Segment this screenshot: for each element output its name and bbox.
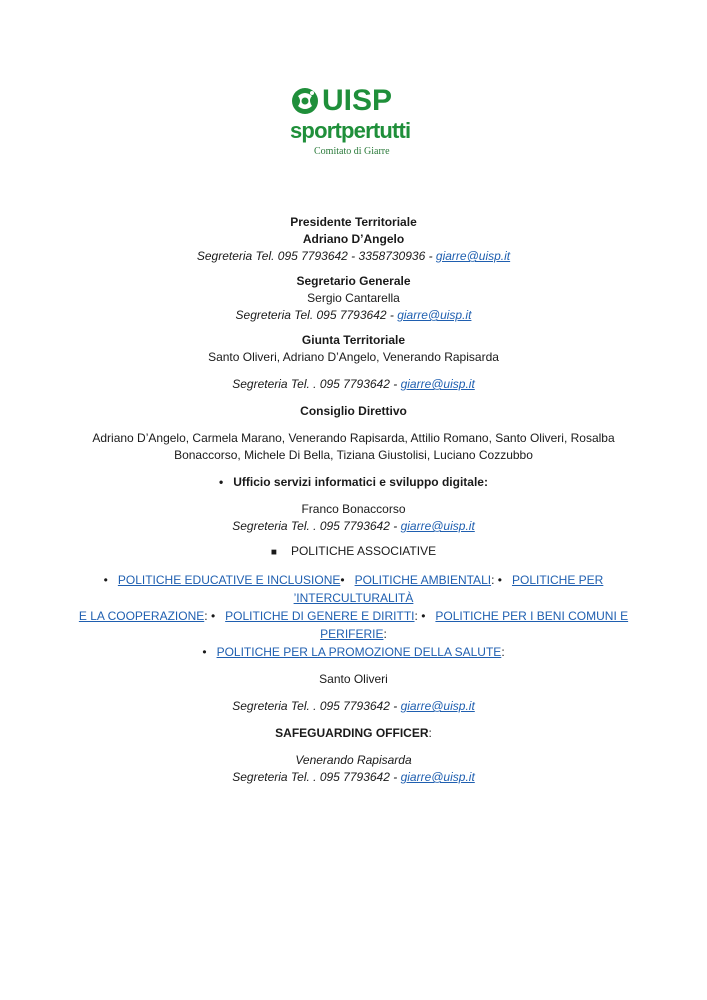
policy-sep: : — [204, 609, 208, 623]
ufficio-name: Franco Bonaccorso — [301, 502, 406, 516]
politiche-list — [60, 571, 647, 661]
safeguarding-role-suffix: : — [428, 726, 432, 740]
segretario-contact — [60, 307, 647, 324]
uisp-logo — [290, 84, 420, 164]
policy-link-educative[interactable]: POLITICHE EDUCATIVE E INCLUSIONE — [117, 573, 341, 587]
contacts-content — [60, 214, 647, 786]
segretario-email-link[interactable]: giarre@uisp.it — [397, 308, 472, 322]
ufficio-role: Ufficio servizi informatici e sviluppo digitale: — [233, 475, 488, 489]
policy-link-genere[interactable]: POLITICHE DI GENERE E DIRITTI — [225, 609, 415, 623]
ufficio-contact-text: Segreteria Tel. . 095 7793642 - — [232, 519, 401, 533]
ufficio-heading — [60, 474, 647, 491]
ufficio-contact — [60, 518, 647, 535]
politiche-title: POLITICHE ASSOCIATIVE — [290, 544, 437, 558]
logo-top-row — [290, 84, 420, 118]
policy-sep: : — [491, 573, 495, 587]
politiche-contact — [60, 698, 647, 715]
segretario-name: Sergio Cantarella — [307, 291, 400, 305]
safeguarding-email-link[interactable]: giarre@uisp.it — [400, 770, 475, 784]
policy-bullet: • — [421, 609, 426, 623]
policy-bullet: • — [340, 573, 345, 587]
logo-name: UISP — [322, 84, 393, 117]
policy-link-interculturalita[interactable]: POLITICHE PER ’INTERCULTURALITÀ — [293, 573, 604, 605]
policy-link-cooperazione[interactable]: E LA COOPERAZIONE — [78, 609, 205, 623]
consiglio-role: Consiglio Direttivo — [300, 404, 407, 418]
ufficio-bullet: • — [219, 475, 224, 489]
presidente-role: Presidente Territoriale — [290, 215, 417, 229]
policy-link-ambientali[interactable]: POLITICHE AMBIENTALI — [354, 573, 492, 587]
giunta-role: Giunta Territoriale — [301, 333, 406, 347]
safeguarding-contact-text: Segreteria Tel. . 095 7793642 - — [232, 770, 401, 784]
policy-bullet: • — [497, 573, 502, 587]
safeguarding-heading — [60, 725, 647, 742]
policy-bullet: • — [103, 573, 108, 587]
segretario-contact-text: Segreteria Tel. 095 7793642 - — [235, 308, 398, 322]
policy-link-salute[interactable]: POLITICHE PER LA PROMOZIONE DELLA SALUTE — [216, 645, 502, 659]
politiche-name: Santo Oliveri — [319, 672, 388, 686]
policy-sep: : — [414, 609, 418, 623]
politiche-email-link[interactable]: giarre@uisp.it — [400, 699, 475, 713]
giunta-email-link[interactable]: giarre@uisp.it — [400, 377, 475, 391]
safeguarding-contact — [60, 769, 647, 786]
presidente-contact — [60, 248, 647, 265]
uisp-emblem-icon — [290, 86, 320, 116]
politiche-contact-text: Segreteria Tel. . 095 7793642 - — [232, 699, 401, 713]
consiglio-names-line2: Bonaccorso, Michele Di Bella, Tiziana Giustolisi, Luciano Cozzubbo — [174, 448, 533, 462]
policy-bullet: • — [202, 645, 207, 659]
consiglio-names-line1: Adriano D’Angelo, Carmela Marano, Venerando Rapisarda, Attilio Romano, Santo Oliveri, Rosalba — [92, 431, 615, 445]
politiche-square-bullet: ■ — [270, 547, 277, 558]
policy-bullet: • — [210, 609, 216, 623]
segretario-role: Segretario Generale — [296, 274, 411, 288]
safeguarding-name: Venerando Rapisarda — [295, 753, 412, 767]
politiche-heading — [60, 543, 647, 561]
giunta-contact — [60, 376, 647, 393]
logo-subtitle: Comitato di Giarre — [314, 146, 390, 157]
policy-sep: : — [501, 645, 505, 659]
presidente-contact-text: Segreteria Tel. 095 7793642 - 3358730936 - — [196, 249, 436, 263]
policy-sep: : — [383, 627, 387, 641]
giunta-names: Santo Oliveri, Adriano D’Angelo, Venerando Rapisarda — [208, 350, 499, 364]
presidente-email-link[interactable]: giarre@uisp.it — [435, 249, 511, 263]
policy-link-beni-comuni[interactable]: POLITICHE PER I BENI COMUNI E PERIFERIE — [320, 609, 629, 641]
giunta-contact-text: Segreteria Tel. . 095 7793642 - — [232, 377, 401, 391]
presidente-name: Adriano D’Angelo — [302, 232, 405, 246]
safeguarding-role: SAFEGUARDING OFFICER — [275, 726, 429, 740]
logo-tagline: sportpertutti — [290, 118, 411, 143]
ufficio-email-link[interactable]: giarre@uisp.it — [400, 519, 475, 533]
